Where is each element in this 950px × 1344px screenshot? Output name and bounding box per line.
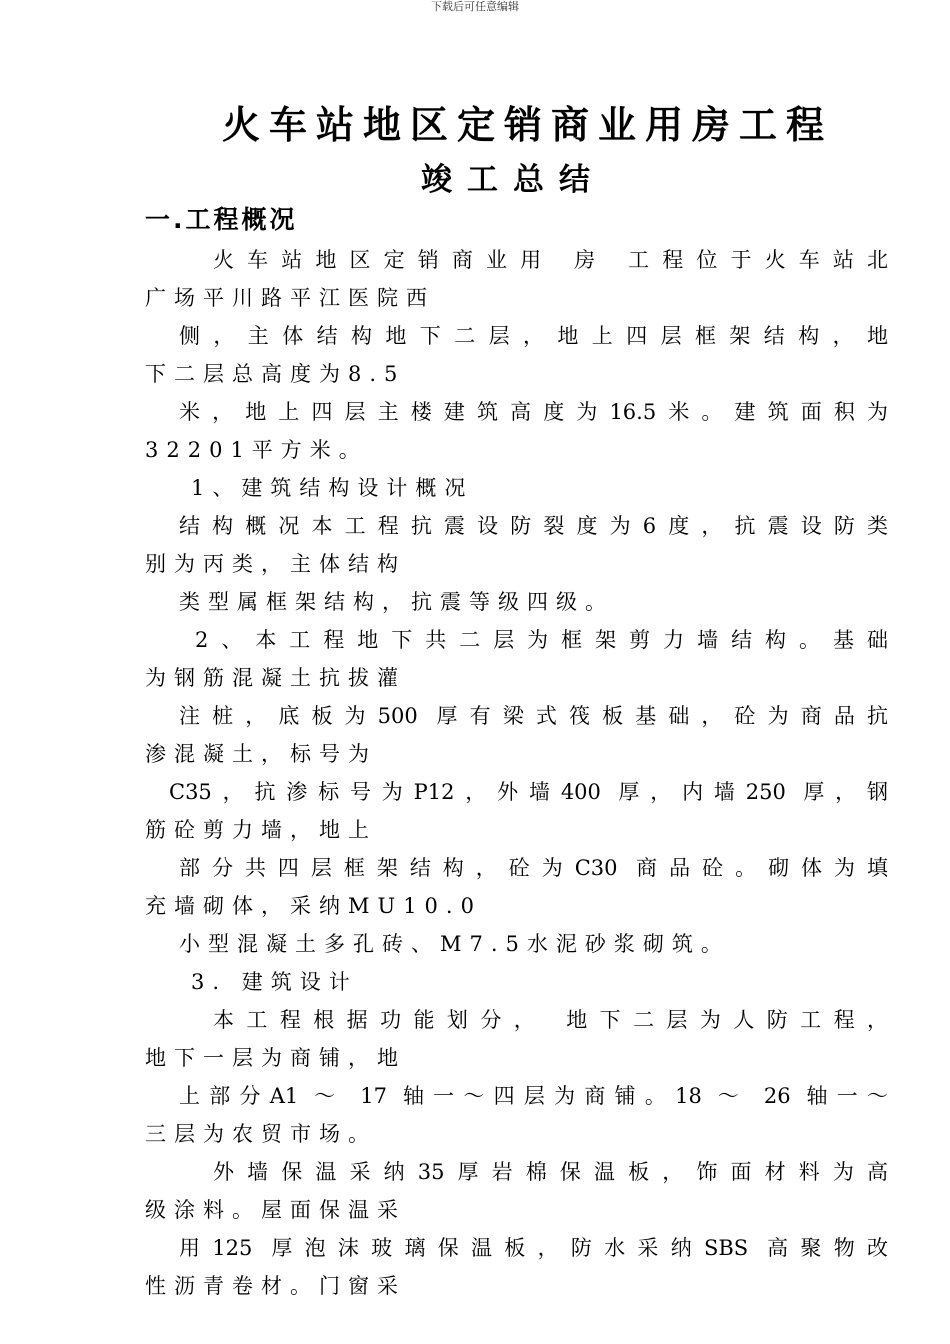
- text-line: 2、本工程地下共二层为框架剪力墙结构。基础: [195, 628, 888, 652]
- text-line: 上部分A1 ～ 17 轴一～四层为商铺。18 ～ 26 轴一～: [179, 1084, 888, 1108]
- text-line: 充墙砌体，采纳MU10.0: [145, 894, 482, 918]
- section-heading: 一.工程概况: [145, 205, 298, 234]
- text-line: 别为丙类，主体结构: [145, 552, 406, 576]
- text-line: 级涂料。屋面保温采: [145, 1198, 406, 1222]
- text-line: 小型混凝土多孔砖、M7.5水泥砂浆砌筑。: [179, 932, 730, 956]
- text-line: 3. 建筑设计: [191, 970, 358, 994]
- text-line: 地下一层为商铺，地: [145, 1046, 406, 1070]
- document-subtitle: 竣工总结: [421, 162, 605, 198]
- document-title: 火车站地区定销商业用房工程: [222, 103, 834, 147]
- text-line: C35，抗渗标号为P12，外墙400 厚，内墙250 厚，钢: [169, 780, 888, 804]
- text-line: 渗混凝土，标号为: [145, 742, 377, 766]
- text-line: 部分共四层框架结构，砼为C30 商品砼。砌体为填: [179, 856, 888, 880]
- text-line: 米，地上四层主楼建筑高度为16.5米。建筑面积为: [179, 400, 888, 424]
- text-line: 结构概况本工程抗震设防裂度为6度，抗震设防类: [179, 514, 888, 538]
- text-line: 三层为农贸市场。: [145, 1122, 377, 1146]
- text-line: 火车站地区定销商业用 房 工程位于火车站北: [213, 248, 888, 272]
- text-line: 侧，主体结构地下二层，地上四层框架结构，地: [179, 324, 888, 348]
- text-line: 1、建筑结构设计概况: [191, 476, 474, 500]
- text-line: 筋砼剪力墙，地上: [145, 818, 377, 842]
- text-line: 本工程根据功能划分， 地下二层为人防工程，: [213, 1008, 888, 1032]
- text-line: 外墙保温采纳35厚岩棉保温板，饰面材料为高: [213, 1160, 888, 1184]
- text-line: 为钢筋混凝土抗拔灌: [145, 666, 406, 690]
- body-text: [145, 241, 888, 1305]
- header-note: 下载后可任意编辑: [431, 0, 519, 13]
- text-line: 用125 厚泡沫玻璃保温板，防水采纳SBS 高聚物改: [179, 1236, 888, 1260]
- text-line: 广场平川路平江医院西: [145, 286, 435, 310]
- text-line: 性沥青卷材。门窗采: [145, 1274, 406, 1298]
- text-line: 下二层总高度为8.5: [145, 362, 406, 386]
- text-line: 32201平方米。: [145, 438, 368, 462]
- text-line: 类型属框架结构，抗震等级四级。: [179, 590, 614, 614]
- text-line: 注桩，底板为500 厚有梁式筏板基础，砼为商品抗: [179, 704, 888, 728]
